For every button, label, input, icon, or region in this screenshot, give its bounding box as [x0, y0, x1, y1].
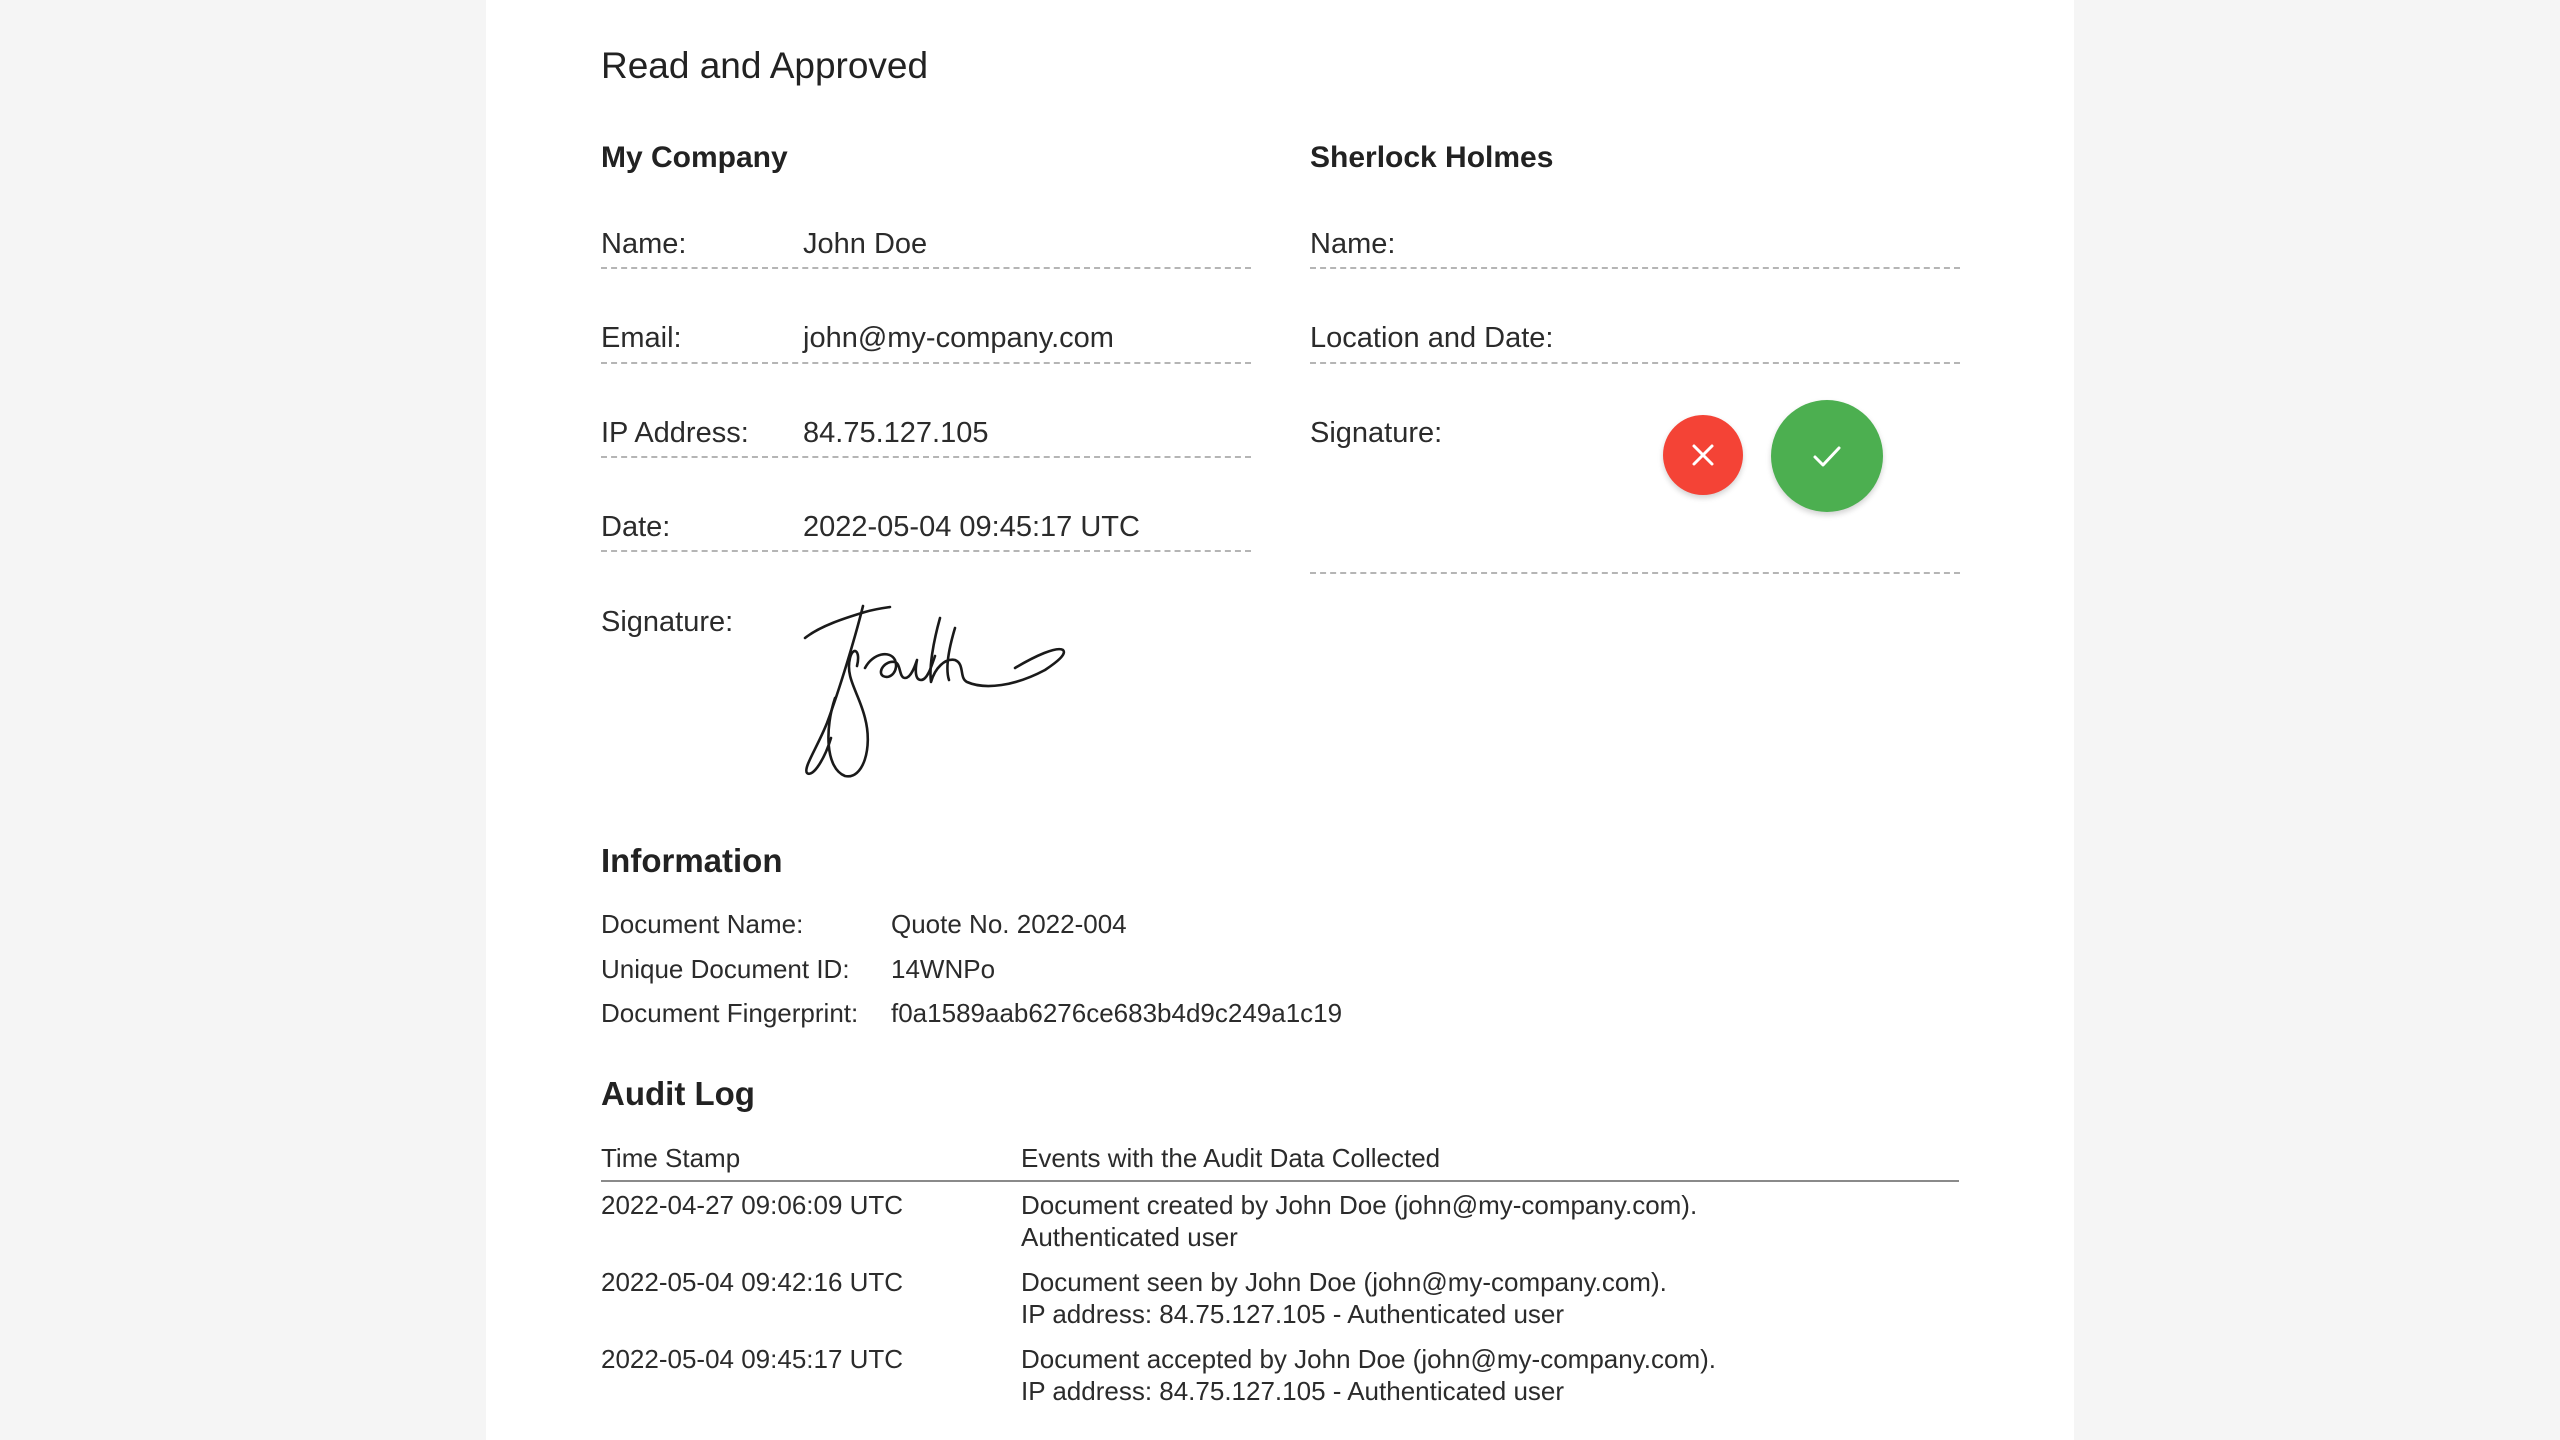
audit-table-header [601, 1138, 1959, 1182]
audit-col-events: Events with the Audit Data Collected [1021, 1143, 1441, 1173]
divider [601, 550, 1251, 552]
company-name-value: John Doe [803, 228, 928, 260]
information-heading: Information [601, 842, 783, 879]
info-value: 14WNPo [891, 954, 996, 984]
audit-timestamp: 2022-05-04 09:45:17 UTC [601, 1344, 904, 1374]
audit-col-time: Time Stamp [601, 1143, 741, 1173]
company-date-value: 2022-05-04 09:45:17 UTC [803, 511, 1140, 543]
client-name-label: Name: [1310, 228, 1396, 260]
reject-button[interactable] [1663, 415, 1743, 495]
info-label: Unique Document ID: [601, 954, 850, 984]
company-heading: My Company [601, 141, 788, 174]
company-date-label: Date: [601, 511, 671, 543]
client-location-label: Location and Date: [1310, 322, 1554, 354]
divider [1310, 267, 1960, 269]
info-label: Document Fingerprint: [601, 998, 859, 1028]
audit-event [1021, 1343, 1716, 1407]
company-name-label: Name: [601, 228, 687, 260]
company-email-row [601, 316, 1251, 360]
company-email-label: Email: [601, 322, 682, 354]
audit-timestamp: 2022-05-04 09:42:16 UTC [601, 1267, 904, 1297]
client-signature-label: Signature: [1310, 417, 1443, 449]
audit-event-line: Authenticated user [1021, 1222, 1238, 1252]
audit-event-line: Document seen by John Doe (john@my-company.com). [1021, 1267, 1667, 1297]
handwritten-signature [795, 598, 1095, 783]
company-ip-label: IP Address: [601, 417, 749, 449]
audit-event-line: Document created by John Doe (john@my-company.com). [1021, 1190, 1698, 1220]
audit-event [1021, 1189, 1697, 1253]
close-icon [1690, 442, 1716, 468]
audit-event-line: IP address: 84.75.127.105 - Authenticated user [1021, 1376, 1565, 1406]
page-title: Read and Approved [601, 45, 929, 86]
client-location-row [1310, 316, 1960, 360]
client-heading: Sherlock Holmes [1310, 141, 1554, 174]
info-value: Quote No. 2022-004 [891, 909, 1127, 939]
check-icon [1810, 439, 1844, 473]
company-ip-value: 84.75.127.105 [803, 417, 989, 449]
divider [1310, 362, 1960, 364]
divider [601, 362, 1251, 364]
info-label: Document Name: [601, 909, 804, 939]
divider [601, 267, 1251, 269]
audit-heading: Audit Log [601, 1075, 755, 1112]
company-email-value: john@my-company.com [803, 322, 1114, 354]
company-date-row [601, 505, 1251, 549]
info-value: f0a1589aab6276ce683b4d9c249a1c19 [891, 998, 1343, 1028]
company-signature-label: Signature: [601, 606, 734, 638]
divider [1310, 572, 1960, 574]
audit-event-line: IP address: 84.75.127.105 - Authenticated user [1021, 1299, 1565, 1329]
audit-event [1021, 1266, 1667, 1330]
accept-button[interactable] [1771, 400, 1883, 512]
company-name-row [601, 222, 1251, 266]
audit-timestamp: 2022-04-27 09:06:09 UTC [601, 1190, 904, 1220]
company-ip-row [601, 411, 1251, 455]
audit-event-line: Document accepted by John Doe (john@my-company.com). [1021, 1344, 1716, 1374]
client-name-row [1310, 222, 1960, 266]
divider [601, 456, 1251, 458]
